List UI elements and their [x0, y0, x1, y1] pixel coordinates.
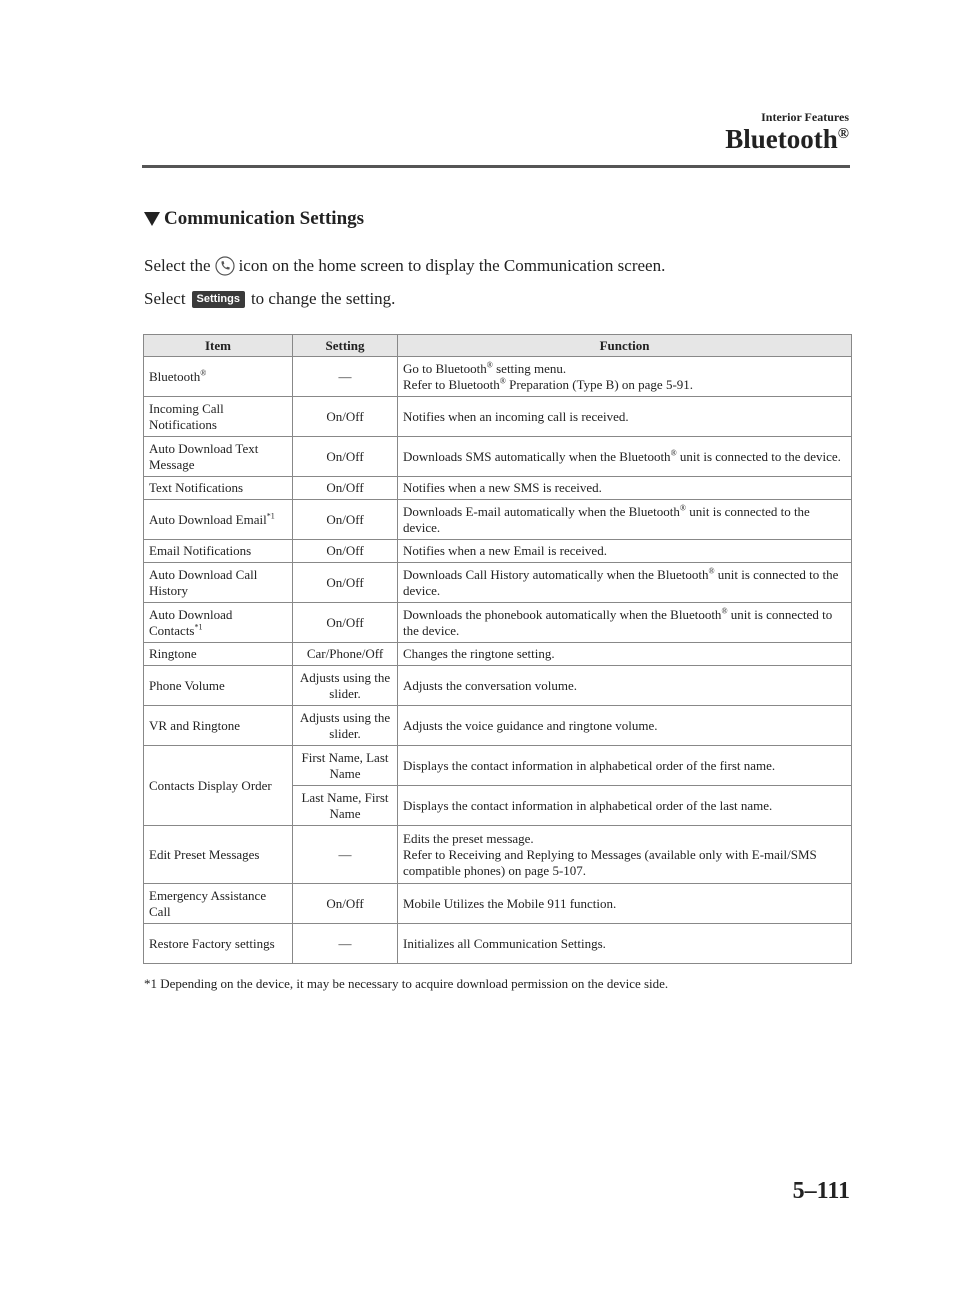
triangle-bullet-icon [144, 212, 160, 226]
item-cell: Edit Preset Messages [144, 826, 293, 884]
table-row [144, 643, 852, 666]
page-number: 5–111 [792, 1178, 850, 1204]
function-cell: Displays the contact information in alphabetical order of the first name. [398, 746, 852, 786]
function-cell: Go to Bluetooth® setting menu. Refer to Bluetooth® Preparation (Type B) on page 5-91. [398, 357, 852, 397]
table-row [144, 924, 852, 964]
function-cell: Adjusts the voice guidance and ringtone volume. [398, 706, 852, 746]
setting-cell: On/Off [293, 500, 398, 540]
function-cell: Adjusts the conversation volume. [398, 666, 852, 706]
function-cell: Notifies when a new SMS is received. [398, 477, 852, 500]
function-cell: Mobile Utilizes the Mobile 911 function. [398, 884, 852, 924]
table-row [144, 603, 852, 643]
table-row [144, 540, 852, 563]
table-row [144, 357, 852, 397]
intro-line-1 [144, 256, 665, 276]
section-label: Interior Features [761, 110, 849, 124]
setting-cell: — [293, 357, 398, 397]
item-cell: Auto Download Email$^{*1}$ [144, 500, 293, 540]
intro-text: Select the [144, 256, 211, 275]
settings-button: Settings [192, 291, 245, 308]
item-cell: Contacts Display Order [144, 746, 293, 826]
function-cell: Initializes all Communication Settings. [398, 924, 852, 964]
setting-cell: On/Off [293, 603, 398, 643]
column-header-item: Item [144, 335, 293, 357]
item-cell: Auto Download Call History [144, 563, 293, 603]
item-cell: Email Notifications [144, 540, 293, 563]
setting-cell: — [293, 924, 398, 964]
table-row [144, 397, 852, 437]
setting-cell: On/Off [293, 563, 398, 603]
table-row [144, 666, 852, 706]
function-cell: Changes the ringtone setting. [398, 643, 852, 666]
item-cell: Auto Download Contacts$^{*1}$ [144, 603, 293, 643]
item-cell: Phone Volume [144, 666, 293, 706]
column-header-setting: Setting [293, 335, 398, 357]
setting-cell: On/Off [293, 437, 398, 477]
column-header-function: Function [398, 335, 852, 357]
table-row [144, 437, 852, 477]
table-row [144, 500, 852, 540]
communication-icon [215, 256, 235, 276]
function-cell: Edits the preset message. Refer to Receiving and Replying to Messages (available only with E-mail/SMS compatible phones) on page 5-107. [398, 826, 852, 884]
header-rule [142, 165, 850, 168]
setting-cell: On/Off [293, 540, 398, 563]
item-cell: Emergency Assistance Call [144, 884, 293, 924]
setting-cell: On/Off [293, 884, 398, 924]
setting-cell: — [293, 826, 398, 884]
setting-cell: Adjusts using the slider. [293, 706, 398, 746]
setting-cell: Car/Phone/Off [293, 643, 398, 666]
table-row [144, 477, 852, 500]
registered-mark: ® [837, 126, 849, 142]
setting-cell: Last Name, First Name [293, 786, 398, 826]
item-cell: Incoming Call Notifications [144, 397, 293, 437]
function-cell: Downloads Call History automatically when the Bluetooth® unit is connected to the device. [398, 563, 852, 603]
table-row [144, 746, 852, 786]
setting-cell: First Name, Last Name [293, 746, 398, 786]
item-cell: Text Notifications [144, 477, 293, 500]
function-cell: Downloads SMS automatically when the Bluetooth® unit is connected to the device. [398, 437, 852, 477]
setting-cell: Adjusts using the slider. [293, 666, 398, 706]
item-cell: Restore Factory settings [144, 924, 293, 964]
item-cell: Ringtone [144, 643, 293, 666]
page-title-text: Bluetooth [725, 124, 838, 154]
function-cell: Notifies when a new Email is received. [398, 540, 852, 563]
settings-table [143, 334, 852, 964]
intro-line-2 [144, 289, 395, 309]
item-cell: Bluetooth® [144, 357, 293, 397]
table-row [144, 563, 852, 603]
intro-text: icon on the home screen to display the Communication screen. [238, 256, 666, 275]
function-cell: Downloads the phonebook automatically when the Bluetooth® unit is connected to the device. [398, 603, 852, 643]
function-cell: Downloads E-mail automatically when the Bluetooth® unit is connected to the device. [398, 500, 852, 540]
footnote: *1 Depending on the device, it may be necessary to acquire download permission on the device side. [144, 976, 669, 991]
intro-text: to change the setting. [250, 289, 396, 308]
setting-cell: On/Off [293, 477, 398, 500]
function-cell: Notifies when an incoming call is received. [398, 397, 852, 437]
page-title [725, 124, 849, 155]
item-cell: VR and Ringtone [144, 706, 293, 746]
table-header-row [144, 335, 852, 357]
item-cell: Auto Download Text Message [144, 437, 293, 477]
table-row [144, 884, 852, 924]
setting-cell: On/Off [293, 397, 398, 437]
table-row [144, 706, 852, 746]
table-row [144, 826, 852, 884]
function-cell: Displays the contact information in alphabetical order of the last name. [398, 786, 852, 826]
section-heading [144, 208, 364, 230]
section-heading-text: Communication Settings [164, 208, 365, 229]
intro-text: Select [144, 289, 186, 308]
